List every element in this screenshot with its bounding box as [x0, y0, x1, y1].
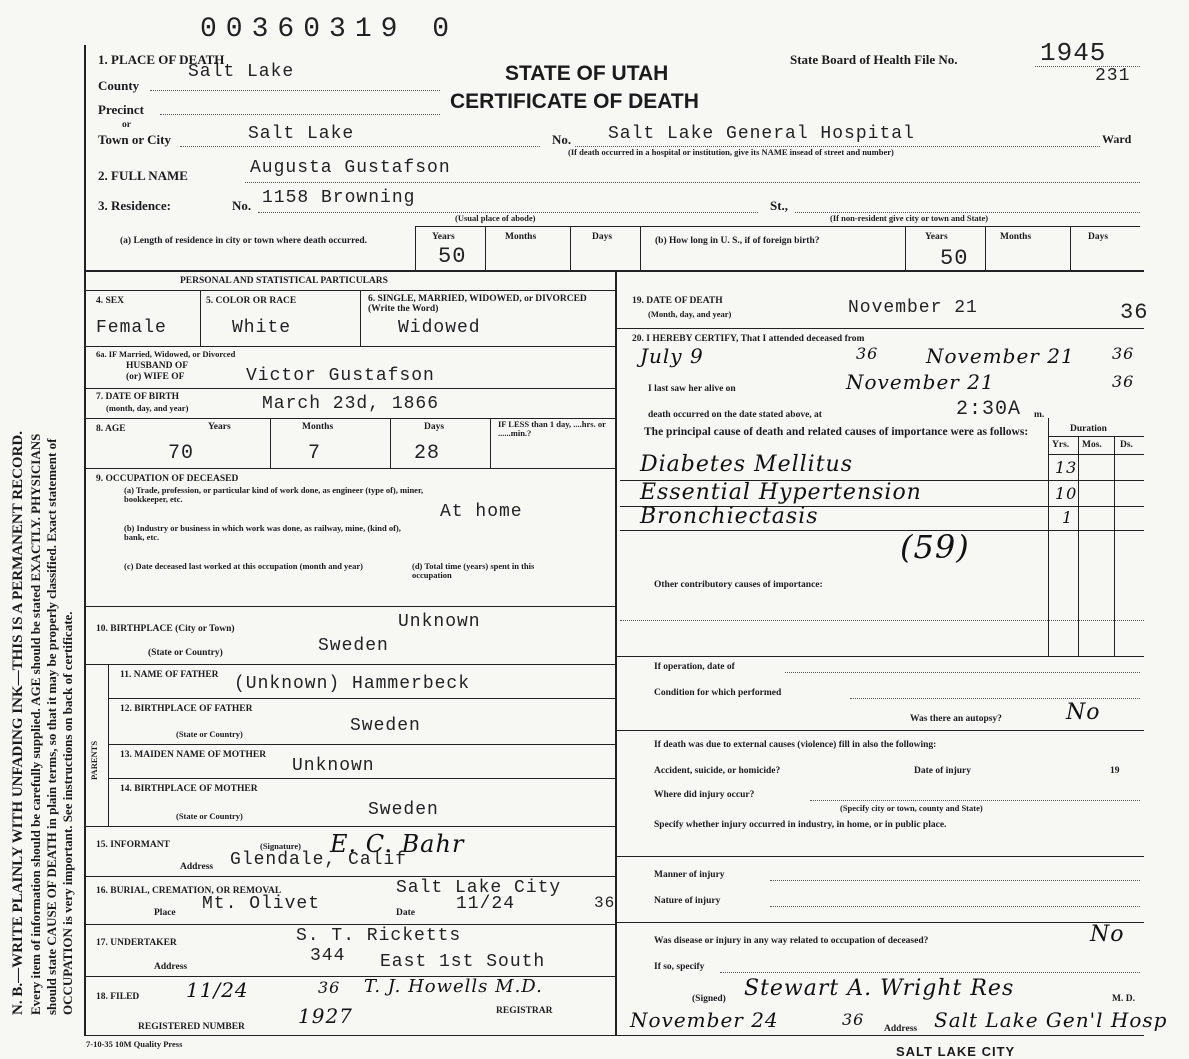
- b-years-value: 50: [940, 246, 969, 271]
- nature-of-injury-label: Nature of injury: [654, 896, 721, 906]
- street-label: St.,: [770, 198, 789, 213]
- md-label: M. D.: [1112, 994, 1135, 1004]
- informant-address-value: Glendale, Calif: [230, 850, 408, 870]
- printer-footer: 7-10-35 10M Quality Press: [86, 1039, 183, 1049]
- injury-year-label: 19: [1110, 766, 1120, 776]
- filed-label: 18. FILED: [96, 992, 140, 1002]
- residence-no-label: No.: [232, 198, 252, 213]
- color-value: White: [232, 318, 292, 338]
- hospital-no-label: No.: [552, 132, 572, 147]
- cause-3: Bronchiectasis: [640, 504, 819, 529]
- last-saw-label: I last saw her alive on: [648, 384, 736, 394]
- father-value: (Unknown) Hammerbeck: [234, 674, 471, 694]
- autopsy-value: No: [1066, 700, 1101, 725]
- occupation-a-value: At home: [440, 502, 523, 522]
- parents-label: PARENTS: [89, 740, 99, 780]
- age-days-value: 28: [414, 442, 441, 465]
- age-months-value: 7: [308, 442, 322, 465]
- a-years-value: 50: [438, 244, 467, 269]
- cause-1: Diabetes Mellitus: [640, 452, 853, 477]
- residence-value: 1158 Browning: [262, 188, 416, 208]
- attended-from-value: July 9: [640, 344, 704, 368]
- principal-cause-label: The principal cause of death and related causes of importance were as follows:: [644, 426, 1029, 438]
- registered-number-label: REGISTERED NUMBER: [138, 1022, 245, 1032]
- signature-label: (Signature): [260, 841, 301, 851]
- burial-place-value: Mt. Olivet: [202, 894, 321, 914]
- birthplace-label: 10. BIRTHPLACE (City or Town): [96, 624, 235, 634]
- dob-sublabel: (month, day, and year): [106, 403, 189, 413]
- mother-value: Unknown: [292, 756, 375, 776]
- b-years-label: Years: [925, 232, 948, 242]
- left-margin-instructions: [2, 0, 82, 1040]
- occupation-related-label: Was disease or injury in any way related to occupation of deceased?: [654, 936, 929, 946]
- dob-label: 7. DATE OF BIRTH: [96, 392, 180, 402]
- precinct-label: Precinct: [98, 102, 144, 117]
- date-of-injury-label: Date of injury: [914, 766, 971, 776]
- specify-industry-label: Specify whether injury occurred in industry, in home, or in public place.: [654, 820, 947, 830]
- operation-label: If operation, date of: [654, 662, 735, 672]
- occupation-b-label: (b) Industry or business in which work was done, as railway, mine, (kind of), bank, etc.: [124, 523, 401, 542]
- other-causes-label: Other contributory causes of importance:: [654, 580, 823, 590]
- occupation-d-label: (d) Total time (years) spent in this occupation: [412, 561, 535, 580]
- father-label: 11. NAME OF FATHER: [120, 670, 219, 680]
- age-years-value: 70: [168, 442, 195, 465]
- birthplace-state-label: (State or Country): [148, 648, 223, 658]
- date-of-death-sublabel: (Month, day, and year): [648, 309, 732, 319]
- or-label: or: [122, 120, 131, 130]
- a-years-label: Years: [432, 232, 455, 242]
- residence-length-label: (a) Length of residence in city or town where death occurred.: [120, 236, 368, 246]
- spouse-label-1: 6a. IF Married, Widowed, or Divorced: [96, 349, 236, 359]
- duration-label: Duration: [1070, 424, 1107, 434]
- duration-ds-label: Ds.: [1120, 440, 1133, 450]
- state-title: STATE OF UTAH: [505, 62, 669, 85]
- county-label: County: [98, 78, 140, 93]
- physician-signature: Stewart A. Wright Res: [744, 976, 1015, 1001]
- external-causes-label: If death was due to external causes (violence) fill in also the following:: [654, 740, 937, 750]
- certify-label: 20. I HEREBY CERTIFY, That I attended deceased from: [632, 334, 865, 344]
- county-value: Salt Lake: [188, 62, 295, 82]
- informant-address-label: Address: [180, 862, 214, 872]
- ward-label: Ward: [1102, 132, 1132, 146]
- cause-3-years: 1: [1062, 508, 1074, 527]
- where-injury-label: Where did injury occur?: [654, 790, 755, 800]
- cause-1-years: 13: [1055, 458, 1078, 477]
- filed-date-value: 11/24: [186, 978, 249, 1002]
- attended-from-year: 36: [856, 344, 879, 363]
- personal-section-title: PERSONAL AND STATISTICAL PARTICULARS: [180, 276, 388, 286]
- mother-birthplace-label: 14. BIRTHPLACE OF MOTHER: [120, 784, 258, 794]
- burial-place-label: Place: [154, 908, 176, 918]
- birthplace-country-value: Sweden: [318, 636, 389, 656]
- informant-label: 15. INFORMANT: [96, 840, 170, 850]
- margin-line-3: should state CAUSE OF DEATH in plain terms, so that it may be properly classified. Exact statement of: [44, 438, 59, 1015]
- margin-line-1: N. B.—WRITE PLAINLY WITH UNFADING INK—THIS IS A PERMANENT RECORD.: [10, 431, 26, 1015]
- signed-date: November 24: [630, 1008, 779, 1032]
- a-months-label: Months: [505, 232, 537, 242]
- date-of-death-label: 19. DATE OF DEATH: [632, 296, 723, 306]
- age-months-label: Months: [302, 422, 334, 432]
- if-so-specify-label: If so, specify: [654, 962, 705, 972]
- informant-signature: E. C. Bahr: [330, 830, 465, 858]
- file-number-secondary: 231: [1095, 66, 1131, 86]
- undertaker-label: 17. UNDERTAKER: [96, 938, 177, 948]
- us-length-label: (b) How long in U. S., if of foreign birth?: [655, 236, 820, 246]
- document-number: 00360319 0: [200, 14, 459, 45]
- a-days-label: Days: [592, 232, 613, 242]
- burial-city-value: Salt Lake City: [396, 878, 562, 898]
- margin-line-4: OCCUPATION is very important. See instructions on back of certificate.: [60, 611, 75, 1015]
- birthplace-city-value: Unknown: [398, 612, 481, 632]
- hospital-note: (If death occurred in a hospital or institution, give its NAME insead of street and number): [568, 147, 894, 157]
- town-value: Salt Lake: [248, 124, 355, 144]
- occupation-c-label: (c) Date deceased last worked at this occupation (month and year): [124, 561, 363, 571]
- last-saw-year: 36: [1112, 372, 1135, 391]
- b-days-label: Days: [1088, 232, 1109, 242]
- file-number-label: State Board of Health File No.: [790, 52, 958, 67]
- nonresident-note: (If non-resident give city or town and State): [830, 213, 989, 223]
- sex-value: Female: [96, 318, 167, 338]
- date-of-death-value: November 21: [848, 298, 978, 318]
- signed-label: (Signed): [692, 994, 726, 1004]
- cause-2-years: 10: [1055, 484, 1078, 503]
- time-of-death: 2:30A: [956, 398, 1022, 421]
- form-bottom-border: [84, 1035, 1144, 1036]
- cause-code: (59): [900, 528, 970, 566]
- margin-line-2: Every item of information should be carefully supplied. AGE should be stated EXACTLY. PHYSICIANS: [28, 433, 43, 1015]
- b-months-label: Months: [1000, 232, 1032, 242]
- accident-label: Accident, suicide, or homicide?: [654, 766, 781, 776]
- signed-year: 36: [842, 1010, 865, 1029]
- mother-birthplace-value: Sweden: [368, 800, 439, 820]
- file-number: 1945: [1040, 38, 1107, 68]
- spouse-value: Victor Gustafson: [246, 366, 435, 386]
- full-name-label: 2. FULL NAME: [98, 168, 188, 183]
- place-of-death-label: 1. PLACE OF DEATH: [98, 52, 225, 67]
- undertaker-value: S. T. Ricketts: [296, 926, 462, 946]
- manner-of-injury-label: Manner of injury: [654, 870, 725, 880]
- mother-birthplace-sublabel: (State or Country): [176, 811, 243, 821]
- duration-mos-label: Mos.: [1082, 440, 1102, 450]
- undertaker-address-1: 344: [310, 946, 346, 966]
- duration-yrs-label: Yrs.: [1052, 440, 1070, 450]
- physician-address-label: Address: [884, 1024, 918, 1034]
- form-left-border: [84, 45, 86, 1035]
- sex-label: 4. SEX: [96, 296, 124, 306]
- residence-label: 3. Residence:: [98, 198, 171, 213]
- town-label: Town or City: [98, 132, 171, 147]
- full-name-value: Augusta Gustafson: [250, 158, 451, 178]
- attended-to-year: 36: [1112, 344, 1135, 363]
- color-label: 5. COLOR OR RACE: [206, 296, 297, 306]
- specify-city-label: (Specify city or town, county and State): [840, 803, 983, 813]
- spouse-label-2: HUSBAND OF: [126, 361, 189, 371]
- occupation-related-value: No: [1090, 922, 1125, 947]
- time-m-label: m.: [1034, 410, 1045, 420]
- last-saw-date: November 21: [846, 370, 995, 394]
- filed-year-value: 36: [318, 978, 341, 997]
- hospital-value: Salt Lake General Hospital: [608, 124, 915, 144]
- father-birthplace-value: Sweden: [350, 716, 421, 736]
- cause-2: Essential Hypertension: [640, 480, 922, 505]
- marital-value: Widowed: [398, 318, 481, 338]
- age-label: 8. AGE: [96, 424, 126, 434]
- father-birthplace-label: 12. BIRTHPLACE OF FATHER: [120, 704, 253, 714]
- registrar-signature: T. J. Howells M.D.: [364, 976, 543, 997]
- occupation-label: 9. OCCUPATION OF DECEASED: [96, 474, 239, 484]
- death-occurred-label: death occurred on the date stated above, at: [648, 410, 822, 420]
- mother-label: 13. MAIDEN NAME OF MOTHER: [120, 750, 267, 760]
- burial-label: 16. BURIAL, CREMATION, OR REMOVAL: [96, 886, 282, 896]
- condition-label: Condition for which performed: [654, 688, 782, 698]
- age-days-label: Days: [424, 422, 445, 432]
- date-of-death-year: 36: [1120, 300, 1149, 325]
- physician-address: Salt Lake Gen'l Hosp: [934, 1008, 1168, 1032]
- occupation-a-label: (a) Trade, profession, or particular kind of work done, as engineer (type of), miner, bookkeeper, etc.: [124, 485, 424, 504]
- autopsy-label: Was there an autopsy?: [910, 714, 1002, 724]
- usual-abode-note: (Usual place of abode): [455, 213, 536, 223]
- burial-year-value: 36: [594, 894, 616, 912]
- spouse-label-3: (or) WIFE OF: [126, 372, 185, 382]
- dob-value: March 23d, 1866: [262, 394, 440, 414]
- father-birthplace-sublabel: (State or Country): [176, 729, 243, 739]
- burial-date-label: Date: [396, 908, 415, 918]
- marital-label: 6. SINGLE, MARRIED, WIDOWED, or DIVORCED (Write the Word): [368, 294, 587, 314]
- undertaker-address-2: East 1st South: [380, 952, 546, 972]
- attended-to-value: November 21: [926, 344, 1075, 368]
- registered-number-value: 1927: [298, 1004, 353, 1028]
- city-stamp: SALT LAKE CITY: [896, 1044, 1016, 1059]
- registrar-label: REGISTRAR: [496, 1006, 553, 1016]
- burial-date-value: 11/24: [456, 894, 516, 914]
- undertaker-address-label: Address: [154, 962, 188, 972]
- less-than-label: IF LESS than 1 day, ....hrs. or ......min.?: [498, 419, 606, 438]
- certificate-title: CERTIFICATE OF DEATH: [450, 90, 699, 113]
- age-years-label: Years: [208, 422, 231, 432]
